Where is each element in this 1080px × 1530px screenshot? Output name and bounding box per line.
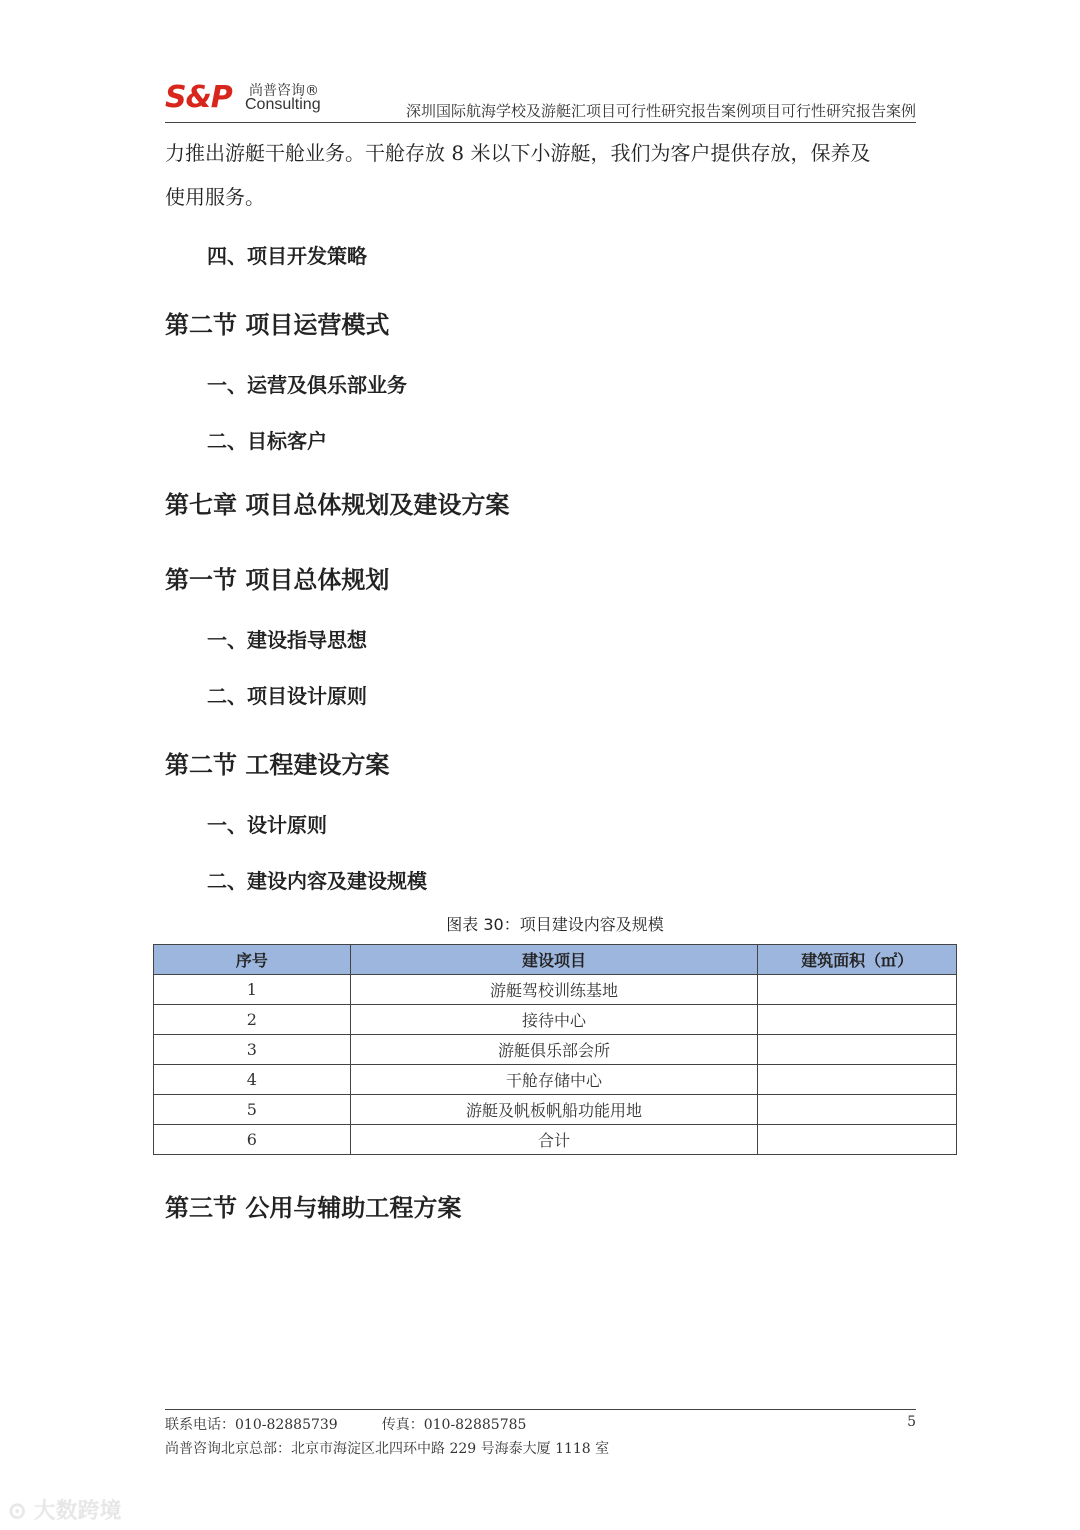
page-number: 5 [907,1414,916,1430]
company-logo [165,80,335,120]
watermark [8,1494,121,1525]
table-row [154,1035,957,1065]
cell-area [758,1095,957,1125]
table-row [154,1095,957,1125]
heading-target-customers: 二、目标客户 [207,429,327,453]
footer-phone: 联系电话：010-82885739 [165,1417,338,1433]
table-row [154,1065,957,1095]
construction-table [153,944,957,1155]
heading-design-principles: 二、项目设计原则 [207,684,367,708]
heading-section-utilities: 第三节 公用与辅助工程方案 [165,1194,462,1222]
heading-section-operations: 第二节 项目运营模式 [165,311,390,339]
cell-item: 接待中心 [350,1005,757,1035]
body-paragraph-line-2: 使用服务。 [165,185,265,209]
cell-area [758,1035,957,1065]
cell-area [758,1125,957,1155]
logo-chinese-name: 尚普咨询® [249,83,319,99]
table-caption: 图表 30：项目建设内容及规模 [446,915,664,934]
cell-index: 3 [154,1035,351,1065]
cell-item: 合计 [350,1125,757,1155]
watermark-text: 大数跨境 [33,1499,122,1524]
cell-area [758,1065,957,1095]
cell-item: 游艇驾校训练基地 [350,975,757,1005]
column-header-index: 序号 [154,945,351,975]
cell-area [758,1005,957,1035]
body-paragraph-line-1: 力推出游艇干舱业务。干舱存放 8 米以下小游艇，我们为客户提供存放，保养及 [165,141,871,165]
footer-fax: 传真：010-82885785 [381,1417,527,1433]
column-header-area: 建筑面积（㎡） [758,945,957,975]
logo-english-name: Consulting [245,96,321,113]
table-row [154,975,957,1005]
watermark-icon: ⊙ [8,1499,27,1524]
heading-design: 一、设计原则 [207,813,327,837]
column-header-item: 建设项目 [350,945,757,975]
heading-strategy: 四、项目开发策略 [207,244,367,268]
cell-item: 游艇俱乐部会所 [350,1035,757,1065]
cell-index: 5 [154,1095,351,1125]
heading-section-engineering: 第二节 工程建设方案 [165,751,390,779]
table-row [154,1005,957,1035]
cell-index: 6 [154,1125,351,1155]
header-divider [165,122,916,123]
cell-item: 干舱存储中心 [350,1065,757,1095]
heading-ops-club: 一、运营及俱乐部业务 [207,373,407,397]
footer-divider [165,1409,916,1410]
cell-index: 2 [154,1005,351,1035]
heading-chapter-7: 第七章 项目总体规划及建设方案 [165,491,510,519]
footer-contact [165,1414,526,1434]
cell-index: 4 [154,1065,351,1095]
logo-mark: S&P [165,80,232,115]
table-row [154,1125,957,1155]
footer-address: 尚普咨询北京总部：北京市海淀区北四环中路 229 号海泰大厦 1118 室 [165,1441,610,1457]
cell-area [758,975,957,1005]
cell-item: 游艇及帆板帆船功能用地 [350,1095,757,1125]
heading-construction-content: 二、建设内容及建设规模 [207,869,427,893]
header-title: 深圳国际航海学校及游艇汇项目可行性研究报告案例项目可行性研究报告案例 [405,102,916,120]
heading-section-planning: 第一节 项目总体规划 [165,566,390,594]
heading-guiding-ideas: 一、建设指导思想 [207,628,367,652]
cell-index: 1 [154,975,351,1005]
table-header-row [154,945,957,975]
